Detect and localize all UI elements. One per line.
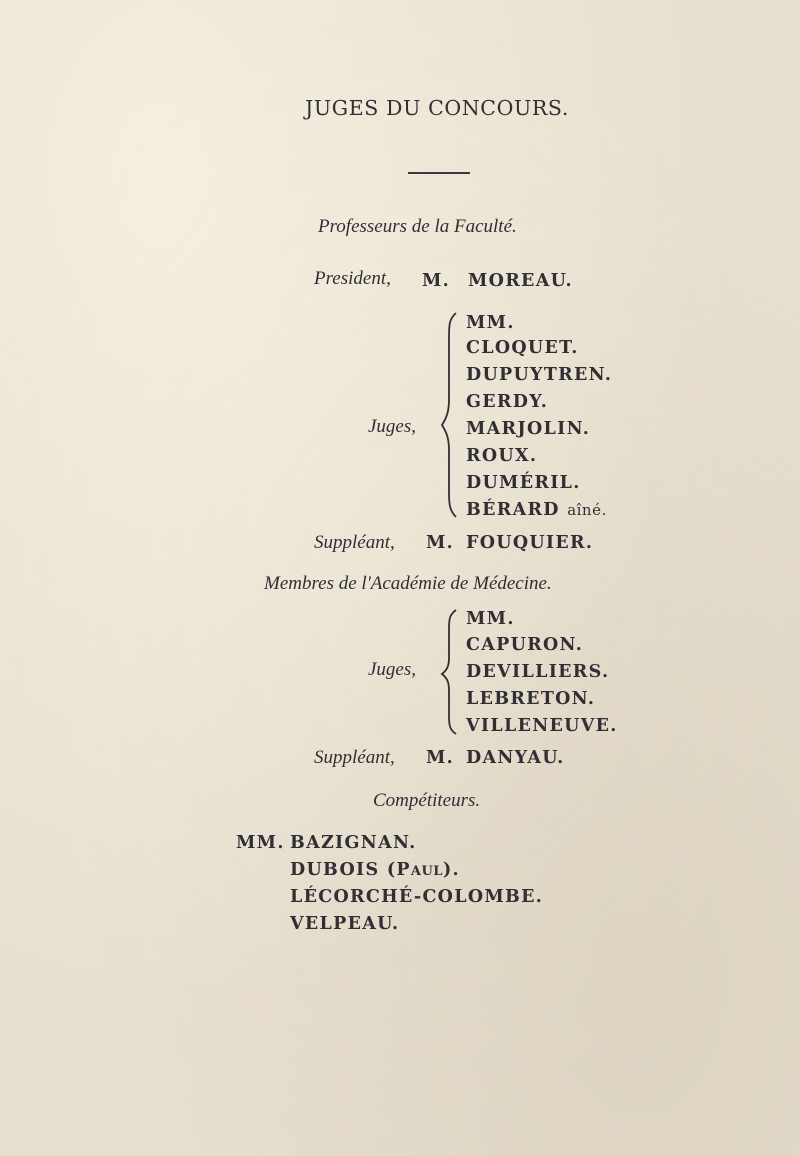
faculty-brace-icon [440, 311, 460, 519]
competitor-name-dubois [290, 857, 460, 885]
academy-brace-icon [440, 608, 460, 736]
competitor-name: VELPEAU. [290, 914, 400, 934]
title-rule [408, 172, 470, 174]
faculty-judge: CLOQUET. [466, 338, 579, 358]
academy-substitute-line [314, 747, 395, 769]
comma: , [386, 268, 391, 289]
faculty-judge: ROUX. [466, 446, 538, 466]
president-line [314, 268, 391, 290]
faculty-substitute-m: M. [426, 533, 455, 553]
comma: , [411, 659, 417, 680]
comma: , [390, 747, 395, 768]
competitor-given-initial: P [396, 860, 411, 880]
academy-heading: Membres de l'Académie de Médecine. [264, 573, 552, 594]
president-m: M. [422, 271, 451, 291]
faculty-judge: GERDY. [466, 392, 549, 412]
faculty-judges-label: Juges [368, 416, 412, 437]
academy-substitute-m: M. [426, 748, 455, 768]
faculty-heading: Professeurs de la Faculté. [318, 216, 517, 237]
page-title: JUGES DU CONCOURS. [305, 96, 569, 120]
academy-judge: CAPURON. [466, 635, 584, 655]
competitor-close: ). [442, 860, 460, 880]
president-label: President [314, 268, 387, 289]
faculty-judge: DUMÉRIL. [466, 473, 581, 493]
competitor-given-rest: AUL [410, 864, 443, 879]
academy-substitute-label: Suppléant [314, 747, 390, 768]
comma: , [390, 532, 395, 553]
academy-mm: MM. [466, 609, 515, 629]
competitor-name: LÉCORCHÉ-COLOMBE. [290, 887, 544, 907]
academy-judge: VILLENEUVE. [466, 716, 618, 736]
faculty-judge: MARJOLIN. [466, 419, 591, 439]
comma: , [411, 416, 417, 437]
faculty-judge-last [466, 497, 607, 524]
competitors-heading: Compétiteurs. [373, 790, 481, 811]
president-name: MOREAU. [468, 271, 573, 291]
faculty-substitute-line [314, 532, 395, 554]
academy-judges-label: Juges [368, 659, 412, 680]
competitor-name: BAZIGNAN. [290, 833, 417, 853]
academy-substitute-name: DANYAU. [466, 748, 565, 768]
competitors-mm: MM. [236, 833, 285, 853]
faculty-judge: DUPUYTREN. [466, 365, 613, 385]
faculty-judge-suffix: aîné. [567, 501, 607, 519]
faculty-substitute-label: Suppléant [314, 532, 390, 553]
academy-judge: LEBRETON. [466, 689, 596, 709]
faculty-substitute-name: FOUQUIER. [466, 533, 594, 553]
faculty-judge-name: BÉRARD [466, 500, 560, 520]
faculty-judges-label-line [368, 416, 416, 438]
competitor-surname: DUBOIS ( [290, 860, 397, 880]
faculty-mm: MM. [466, 313, 515, 333]
academy-judge: DEVILLIERS. [466, 662, 610, 682]
academy-judges-label-line [368, 659, 416, 681]
